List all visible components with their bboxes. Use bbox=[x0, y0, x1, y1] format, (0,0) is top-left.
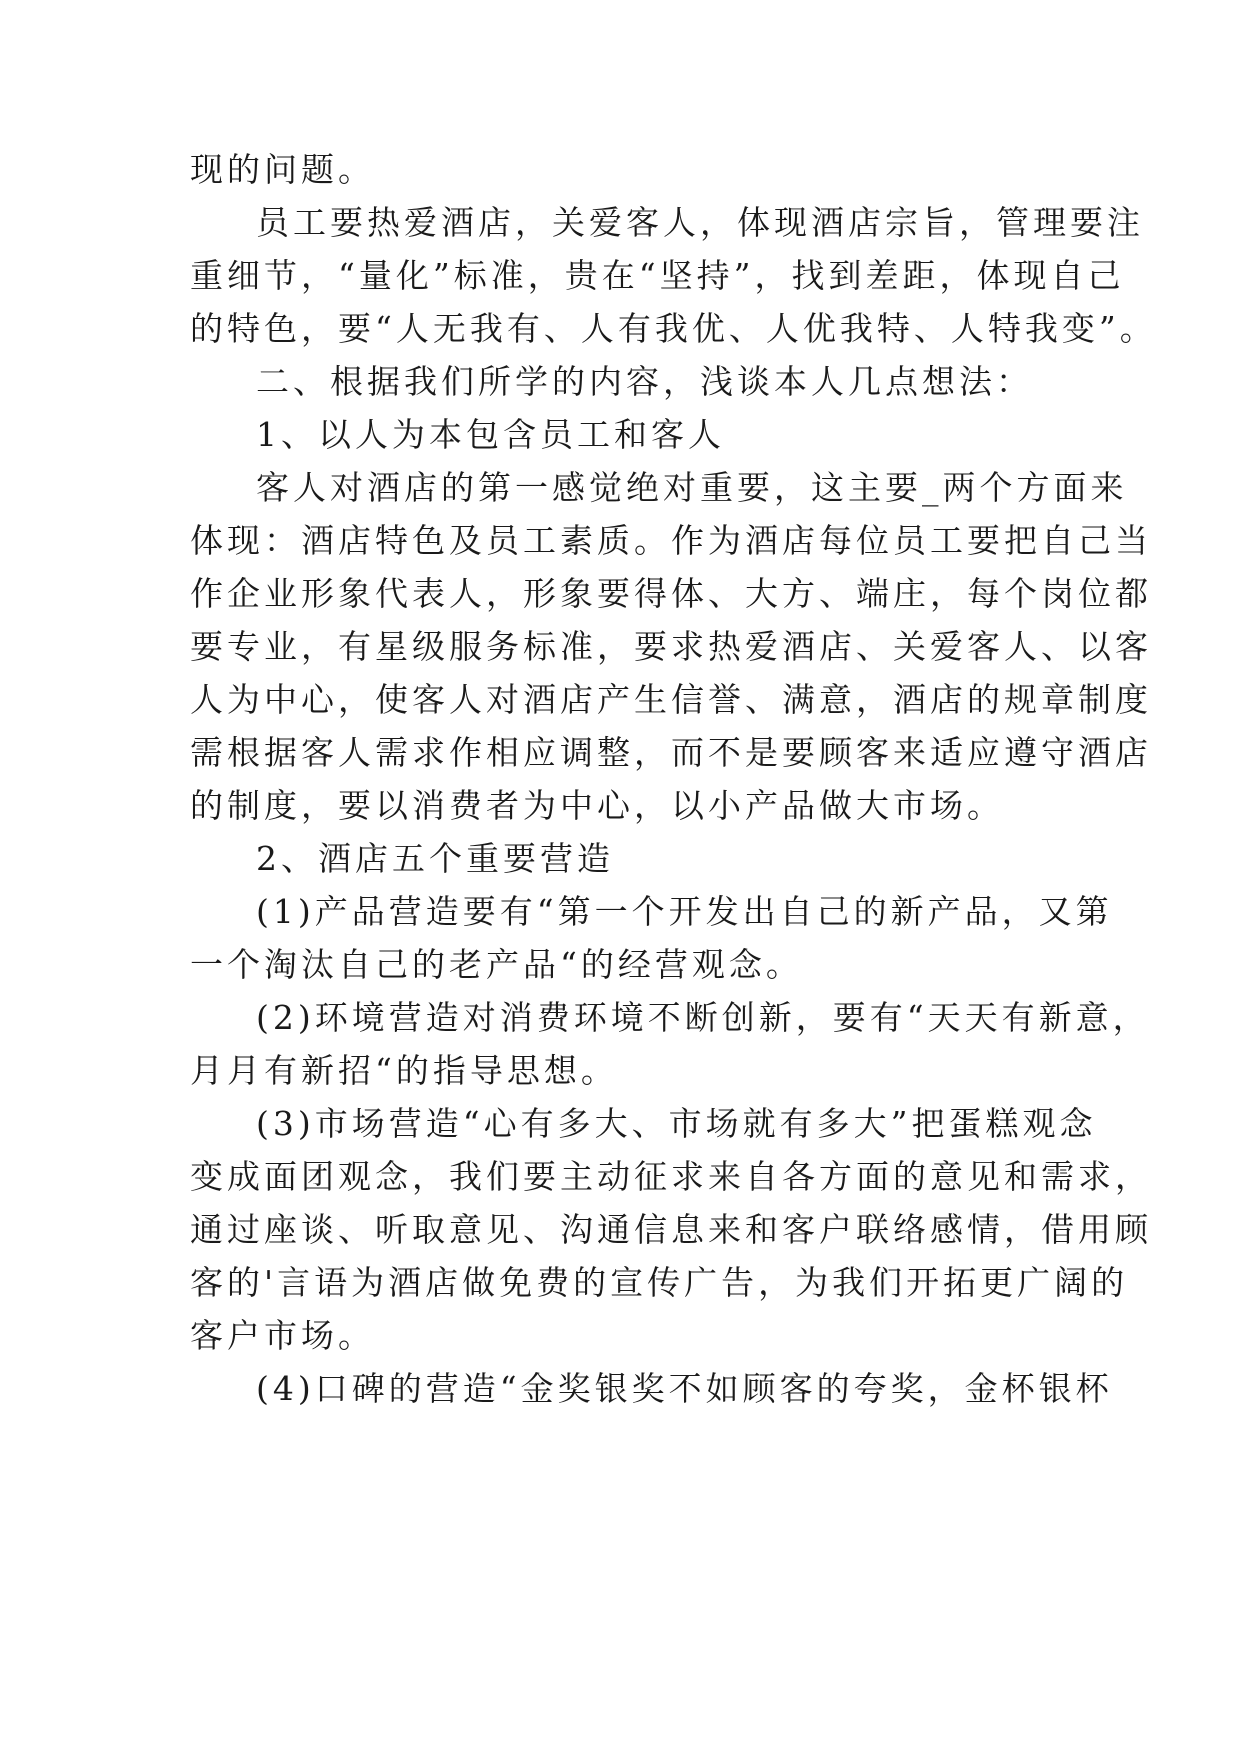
text-line: (4)口碑的营造“金奖银奖不如顾客的夸奖，金杯银杯 bbox=[256, 1369, 1113, 1408]
text-line: 作企业形象代表人，形象要得体、大方、端庄，每个岗位都 bbox=[190, 574, 1152, 613]
text-line: 客人对酒店的第一感觉绝对重要，这主要_两个方面来 bbox=[256, 468, 1128, 507]
text-line: 的制度，要以消费者为中心，以小产品做大市场。 bbox=[190, 786, 1004, 825]
text-line: 2、酒店五个重要营造 bbox=[256, 839, 614, 878]
text-line: 体现：酒店特色及员工素质。作为酒店每位员工要把自己当 bbox=[190, 521, 1152, 560]
text-line: 员工要热爱酒店，关爱客人，体现酒店宗旨，管理要注 bbox=[256, 203, 1144, 242]
text-line: 客的'言语为酒店做免费的宣传广告，为我们开拓更广阔的 bbox=[190, 1263, 1129, 1302]
text-line: 月月有新招“的指导思想。 bbox=[190, 1051, 618, 1090]
text-line: 客户市场。 bbox=[190, 1316, 375, 1355]
text-line: 需根据客人需求作相应调整，而不是要顾客来适应遵守酒店 bbox=[190, 733, 1152, 772]
text-line: 变成面团观念，我们要主动征求来自各方面的意见和需求， bbox=[190, 1157, 1152, 1196]
text-line: 现的问题。 bbox=[190, 150, 375, 189]
text-line: 重细节，“量化”标准，贵在“坚持”，找到差距，体现自己 bbox=[190, 256, 1125, 295]
text-line: 通过座谈、听取意见、沟通信息来和客户联络感情，借用顾 bbox=[190, 1210, 1152, 1249]
text-line: 的特色，要“人无我有、人有我优、人优我特、人特我变”。 bbox=[190, 309, 1157, 348]
text-line: (2)环境营造对消费环境不断创新，要有“天天有新意， bbox=[256, 998, 1150, 1037]
text-line: (1)产品营造要有“第一个开发出自己的新产品，又第 bbox=[256, 892, 1113, 931]
text-line: 要专业，有星级服务标准，要求热爱酒店、关爱客人、以客 bbox=[190, 627, 1152, 666]
text-line: (3)市场营造“心有多大、市场就有多大”把蛋糕观念 bbox=[256, 1104, 1097, 1143]
text-line: 二、根据我们所学的内容，浅谈本人几点想法： bbox=[256, 362, 1033, 401]
text-line: 人为中心，使客人对酒店产生信誉、满意，酒店的规章制度 bbox=[190, 680, 1152, 719]
text-line: 一个淘汰自己的老产品“的经营观念。 bbox=[190, 945, 803, 984]
text-line: 1、以人为本包含员工和客人 bbox=[256, 415, 725, 454]
